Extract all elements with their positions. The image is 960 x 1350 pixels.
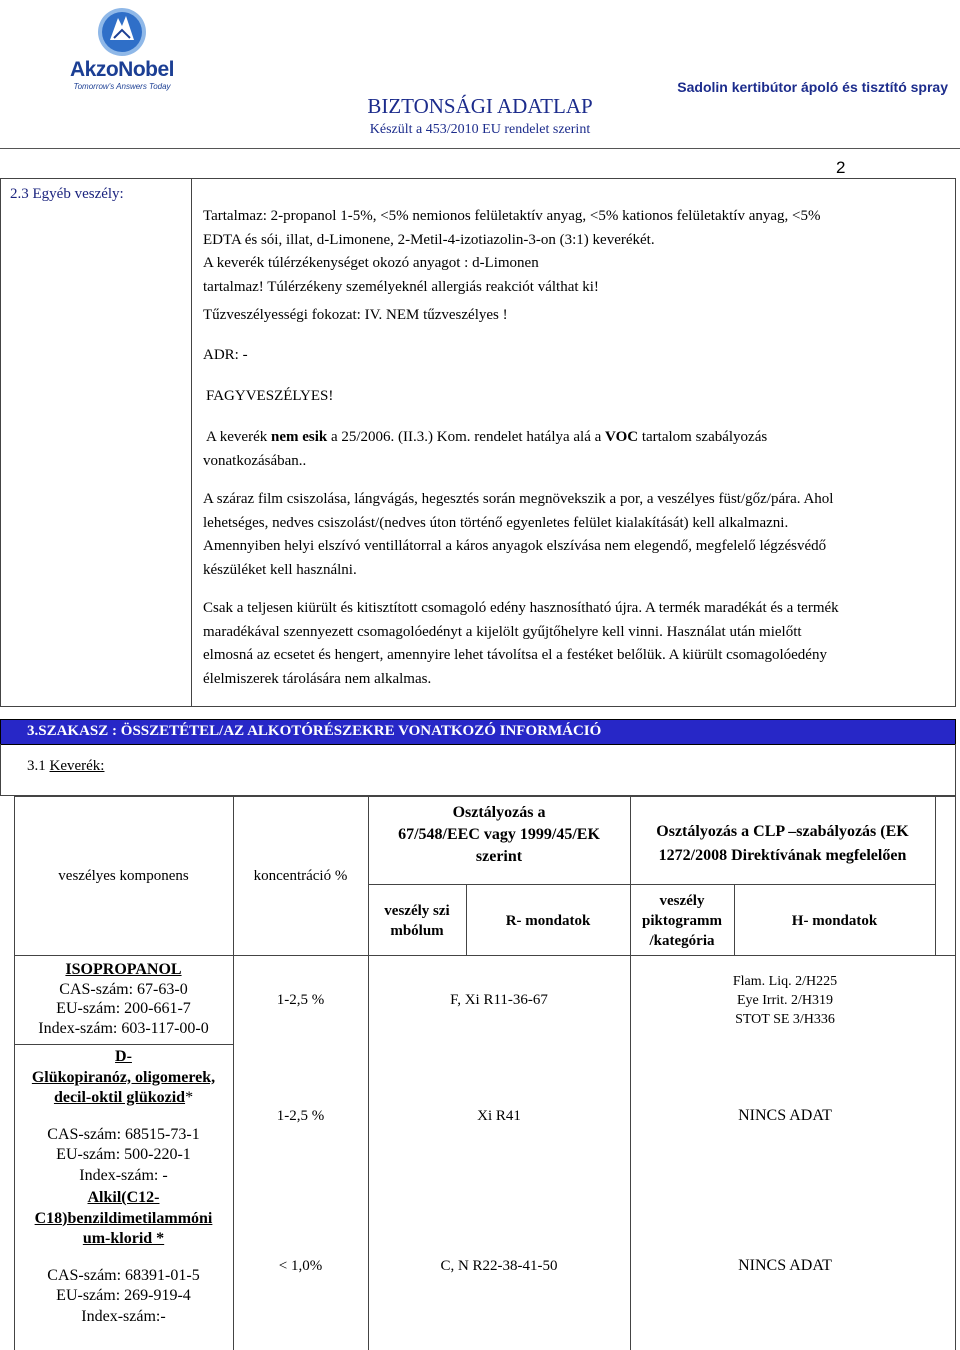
component-name: ISOPROPANOL	[65, 961, 182, 978]
table-row-glucoside-component: D- Glükopiranóz, oligomerek, decil-oktil glükozid* CAS-szám: 68515-73-1 EU-szám: 500-220-1 Index-szám: -	[14, 1047, 233, 1186]
document-subtitle: Készült a 453/2010 EU rendelet szerint	[369, 122, 591, 137]
r-classification: F, Xi R11-36-67	[450, 992, 548, 1008]
voc-emphasis: VOC	[605, 429, 639, 445]
h-classification: NINCS ADAT	[738, 1257, 832, 1274]
logo-wordmark: AkzoNobel	[69, 58, 174, 81]
dust-paragraph: A száraz film csiszolása, lángvágás, hegesztés során megnövekszik a por, a veszélyes füst/gőz/pára. Ahol lehetséges, nedves csiszolást/(nedves úton történő egyenletes felület kialakítását) kell alkalmazni. Amennyiben helyi elszívó ventillátorral a káros anyagok elszívása nem elegendő, megfelelő légzésvédő készüléket kell használni.	[203, 491, 834, 578]
r-classification: Xi R41	[477, 1108, 521, 1124]
section-2-3-intro	[203, 205, 938, 299]
voc-emphasis: nem esik	[270, 429, 328, 445]
page-number: 2	[836, 158, 846, 177]
header-divider	[0, 148, 960, 149]
table-row-divider	[14, 955, 956, 956]
component-name: Alkil(C12-	[87, 1189, 160, 1206]
component-name: Glükopiranóz, oligomerek,	[31, 1068, 216, 1086]
concentration-value: 1-2,5 %	[276, 1108, 325, 1124]
h-classification: Flam. Liq. 2/H225 Eye Irrit. 2/H319 STOT SE 3/H336	[732, 974, 838, 1027]
section-3-1-label: 3.1 Keverék:	[27, 758, 105, 774]
product-name: Sadolin kertibútor ápoló és tisztító spray	[677, 79, 948, 95]
concentration-value: 1-2,5 %	[276, 992, 325, 1008]
section-3-1-box	[0, 744, 956, 796]
intro-line: Tartalmaz: 2-propanol 1-5%, <5% nemionos felületaktív anyag, <5% kationos felületaktív anyag, <5%	[203, 208, 821, 224]
table-row-divider	[368, 884, 935, 885]
h-classification: NINCS ADAT	[738, 1107, 832, 1124]
header-eec-classification: Osztályozás a 67/548/EEC vagy 1999/45/EK szerint	[398, 804, 600, 865]
component-name: D-	[115, 1048, 132, 1065]
voc-statement: A keverék nem esik a 25/2006. (II.3.) Kom. rendelet hatálya alá a VOC tartalom szabályozás vonatkozásában..	[203, 429, 768, 469]
frost-warning: FAGYVESZÉLYES!	[206, 388, 334, 404]
table-row-divider	[14, 1044, 233, 1045]
table-col-divider	[935, 796, 936, 956]
section-2-3-divider	[191, 178, 192, 707]
intro-line: tartalmaz! Túlérzékeny személyeknél allergiás reakciót válthat ki!	[203, 278, 599, 295]
header-r-phrases: R- mondatok	[505, 913, 591, 929]
component-name: decil-oktil glükozid	[53, 1089, 186, 1106]
table-row-benzalkonium-component: Alkil(C12- C18)benzildimetilammóni um-klorid * CAS-szám: 68391-01-5 EU-szám: 269-919-4 Index-szám:-	[14, 1188, 233, 1327]
intro-line: EDTA és sói, illat, d-Limonene, 2-Metil-4-izotiazolin-3-on (3:1) keverékét.	[203, 231, 655, 248]
adr-class: ADR: -	[203, 347, 248, 363]
logo-tagline: Tomorrow's Answers Today	[73, 82, 171, 91]
fire-class: Tűzveszélyességi fokozat: IV. NEM tűzveszélyes !	[203, 307, 508, 323]
component-name: C18)benzildimetilammóni	[34, 1209, 213, 1227]
intro-line: A keverék túlérzékenységet okozó anyagot : d-Limonen	[203, 255, 539, 271]
r-classification: C, N R22-38-41-50	[440, 1258, 558, 1274]
header-concentration: koncentráció %	[253, 868, 348, 884]
header-pictogram: veszély piktogramm /kategória	[642, 893, 722, 949]
document-title: BIZTONSÁGI ADATLAP	[367, 94, 593, 118]
section-3-title: 3.SZAKASZ : ÖSSZETÉTEL/AZ ALKOTÓRÉSZEKRE VONATKOZÓ INFORMÁCIÓ	[27, 723, 602, 739]
header-h-phrases: H- mondatok	[791, 913, 878, 929]
concentration-value: < 1,0%	[278, 1258, 323, 1274]
table-col-divider	[630, 796, 631, 1350]
component-name: um-klorid *	[82, 1230, 165, 1247]
header-clp-classification: Osztályozás a CLP –szabályozás (EK 1272/2008 Direktívának megfelelően	[656, 823, 909, 864]
header-hazard-symbol: veszély szi mbólum	[384, 903, 450, 939]
section-2-3-label: 2.3 Egyéb veszély:	[10, 186, 124, 202]
table-row-isopropanol-component: ISOPROPANOL CAS-szám: 67-63-0 EU-szám: 200-661-7 Index-szám: 603-117-00-0	[14, 960, 233, 1038]
packaging-paragraph: Csak a teljesen kiürült és kitisztított csomagoló edény hasznosítható újra. A termék maradékát és a termék maradékával szennyezett csomagolóedényt a kijelölt gyűjtőhelyre kell vinni. Használat után mielőtt elmosná az ecsetet és hengert, amennyire lehet távolítsa el a festéket belőlük. A kiürült csomagolóedény élelmiszerek tárolására nem alkalmas.	[203, 600, 839, 687]
header-component: veszélyes komponens	[58, 868, 189, 884]
